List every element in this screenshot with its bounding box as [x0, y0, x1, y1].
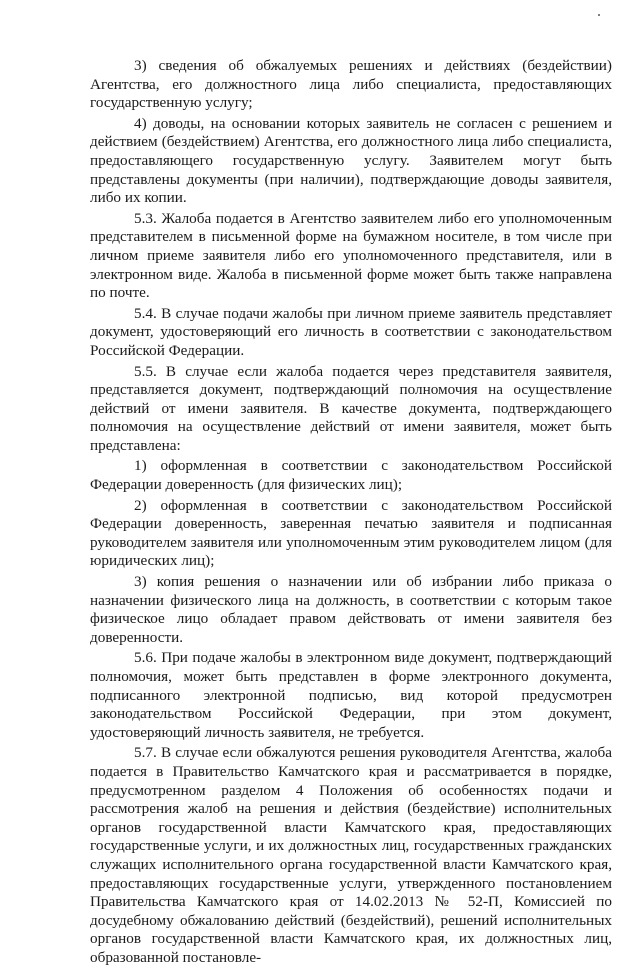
paragraph-5-3: 5.3. Жалоба подается в Агентство заявителем либо его уполномоченным представителем в письменной форме на бумажном носителе, в том числе при личном приеме заявителя либо его уполномоченного представителя, или в электронном виде. Жалоба в письменной форме может быть также направлена по почте. [90, 209, 612, 302]
paragraph-5-4: 5.4. В случае подачи жалобы при личном приеме заявитель представляет документ, удостоверяющий его личность в соответствии с законодательством Российской Федерации. [90, 304, 612, 359]
paragraph-5-5: 5.5. В случае если жалоба подается через представителя заявителя, представляется документ, подтверждающий полномочия на осуществление действий от имени заявителя. В качестве документа, подтверждающего полномочия на осуществление действий от имени заявителя, может быть представлена: [90, 362, 612, 454]
scan-mark [598, 14, 600, 16]
paragraph-5-6: 5.6. При подаче жалобы в электронном виде документ, подтверждающий полномочия, может быть представлен в форме электронного документа, подписанного электронной подписью, вид которой предусмотрен законодательством Российской Федерации, при этом документ, удостоверяющий личность заявителя, не требуется. [90, 649, 612, 741]
paragraph-5-7: 5.7. В случае если обжалуются решения руководителя Агентства, жалоба подается в Правительство Камчатского края и рассматривается в порядке, предусмотренном разделом 4 Положения об особенностях подачи и рассмотрения жалоб на решения и действия (бездействие) исполнительных органов государственной власти Камчатского края, предоставляющих государственные услуги, и их должностных лиц, государственных гражданских служащих исполнительного органа государственной власти Камчатского края, предоставляющих государственные услуги, утвержденного постановлением Правительства Камчатского края от 14.02.2013 № 52-П, Комиссией по досудебному обжалованию действий (бездействий), решений исполнительных органов государственной власти Камчатского края, их должностных лиц, образованной постановле- [90, 744, 612, 966]
paragraph-5-5-item-1: 1) оформленная в соответствии с законодательством Российской Федерации доверенность (для физических лиц); [90, 457, 612, 494]
document-body [90, 57, 612, 970]
paragraph-item-4-arguments: 4) доводы, на основании которых заявитель не согласен с решением и действием (бездействием) Агентства, его должностного лица либо специалиста, предоставляющего государственную услугу. Заявителем могут быть представлены документы (при наличии), подтверждающие доводы заявителя, либо их копии. [90, 114, 612, 207]
paragraph-item-3-info: 3) сведения об обжалуемых решениях и действиях (бездействии) Агентства, его должностного лица либо специалиста, предоставляющих государственную услугу; [90, 57, 612, 112]
paragraph-5-5-item-3: 3) копия решения о назначении или об избрании либо приказа о назначении физического лица на должность, в соответствии с которым такое физическое лицо обладает правом действовать от имени заявителя без доверенности. [90, 573, 612, 646]
paragraph-5-5-item-2: 2) оформленная в соответствии с законодательством Российской Федерации доверенность, заверенная печатью заявителя и подписанная руководителем заявителя или уполномоченным этим руководителем лицом (для юридических лиц); [90, 496, 612, 570]
